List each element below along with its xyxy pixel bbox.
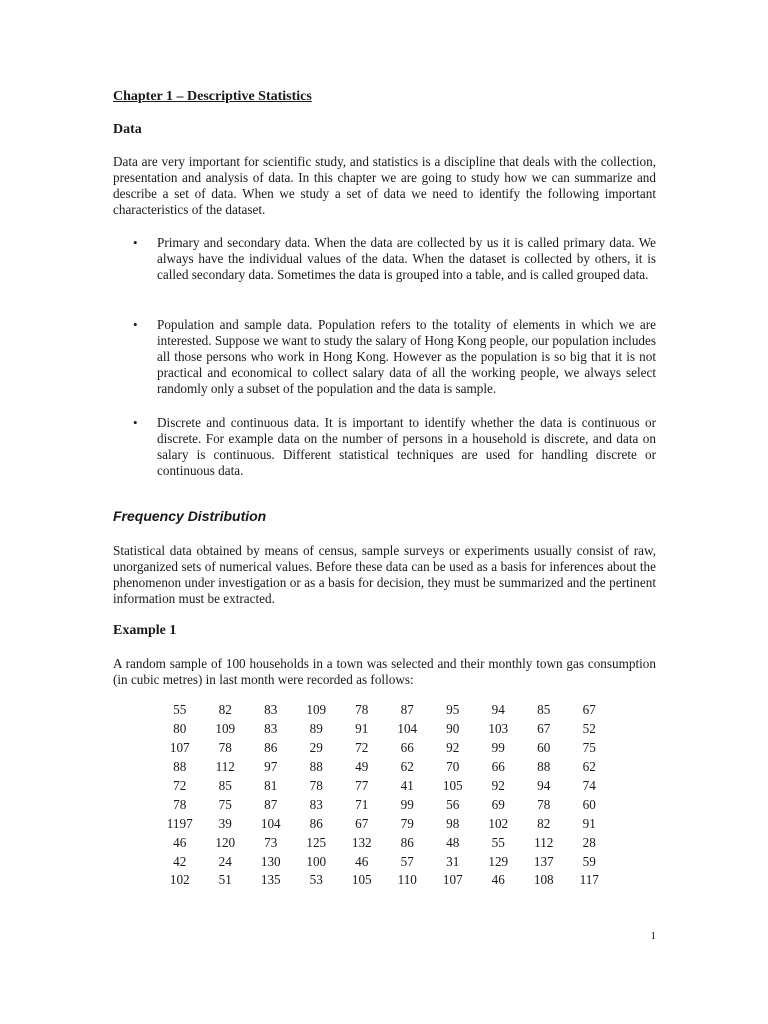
table-cell: 75 — [218, 796, 232, 812]
table-cell: 29 — [309, 740, 323, 756]
table-cell: 1197 — [166, 815, 193, 831]
table-cell: 125 — [306, 834, 327, 850]
table-cell: 88 — [173, 759, 187, 775]
table-cell: 81 — [264, 778, 278, 793]
frequency-paragraph: Statistical data obtained by means of census, sample surveys or experiments usually consist of raw, unorganized sets of numerical values. Before these data can be used as a basis for inferences about the phenomenon under investigation or as a basis for decision, they must be summarized and the pertinent information must be extracted. — [113, 543, 656, 606]
table-cell: 137 — [533, 853, 554, 869]
table-cell: 86 — [264, 740, 278, 756]
table-cell: 78 — [218, 740, 232, 756]
table-row — [157, 833, 612, 852]
table-cell: 71 — [355, 796, 369, 812]
page-number: 1 — [650, 930, 656, 942]
table-row — [157, 795, 612, 814]
example-heading: Example 1 — [113, 623, 177, 638]
table-row — [157, 739, 612, 758]
table-cell: 112 — [534, 834, 554, 850]
table-cell: 103 — [488, 721, 509, 737]
table-cell: 88 — [309, 759, 323, 775]
table-cell: 104 — [397, 721, 418, 737]
table-cell: 117 — [579, 872, 599, 888]
table-cell: 97 — [264, 759, 278, 775]
table-cell: 129 — [488, 853, 509, 869]
table-cell: 99 — [491, 740, 505, 756]
bullet-dot: • — [133, 415, 138, 430]
bullet-text: Primary and secondary data. When the data are collected by us it is called primary data. We always have the individual values of the data. When the dataset is collected by others, it is called secondary data. Sometimes the data is grouped into a table, and is called grouped data. — [157, 235, 656, 282]
bullet-dot: • — [133, 317, 138, 332]
table-cell: 72 — [173, 778, 187, 793]
table-cell: 102 — [488, 815, 509, 831]
table-cell: 42 — [173, 853, 187, 869]
table-cell: 86 — [400, 834, 414, 850]
table-cell: 46 — [491, 872, 505, 888]
table-cell: 78 — [173, 796, 187, 812]
table-cell: 66 — [400, 740, 414, 756]
table-cell: 94 — [491, 702, 505, 718]
chapter-title: Chapter 1 – Descriptive Statistics — [113, 89, 312, 104]
table-row — [157, 701, 612, 720]
table-cell: 87 — [400, 702, 414, 718]
frequency-distribution-heading: Frequency Distribution — [113, 508, 267, 524]
table-cell: 112 — [215, 759, 235, 775]
table-cell: 39 — [218, 815, 232, 831]
table-cell: 82 — [537, 815, 551, 831]
table-cell: 92 — [446, 740, 460, 756]
table-cell: 83 — [264, 721, 278, 737]
table-cell: 132 — [351, 834, 372, 850]
table-row — [157, 871, 612, 890]
table-cell: 78 — [309, 778, 323, 793]
table-row — [157, 758, 612, 777]
table-cell: 60 — [537, 740, 551, 756]
table-cell: 55 — [491, 834, 505, 850]
table-cell: 85 — [537, 702, 551, 718]
table-cell: 69 — [491, 796, 505, 812]
table-cell: 135 — [260, 872, 281, 888]
table-cell: 108 — [533, 872, 554, 888]
table-cell: 53 — [309, 872, 323, 888]
table-cell: 105 — [442, 778, 463, 793]
table-cell: 107 — [442, 872, 463, 888]
table-cell: 78 — [355, 702, 369, 718]
table-cell: 90 — [446, 721, 460, 737]
table-row — [157, 814, 612, 833]
table-cell: 70 — [446, 759, 460, 775]
table-cell: 80 — [173, 721, 187, 737]
table-cell: 120 — [215, 834, 236, 850]
table-cell: 74 — [582, 778, 596, 793]
intro-paragraph: Data are very important for scientific study, and statistics is a discipline that deals with the collection, presentation and analysis of data. In this chapter we are going to study how we can summarize and describe a set of data. When we study a set of data we need to identify the following important characteristics of the dataset. — [113, 154, 656, 217]
table-cell: 88 — [537, 759, 551, 775]
table-cell: 82 — [218, 702, 232, 718]
bullet-text: Population and sample data. Population refers to the totality of elements in which we are interested. Suppose we want to study the salary of Hong Kong people, our population includes all those persons who work in Hong Kong. However as the population is so big that it is not practical and economical to collect salary data of all the working people, we always select randomly only a subset of the population and the data is sample. — [157, 317, 656, 396]
table-cell: 94 — [537, 778, 551, 793]
table-cell: 73 — [264, 834, 278, 850]
table-cell: 109 — [306, 702, 327, 718]
table-cell: 75 — [582, 740, 596, 756]
table-cell: 102 — [169, 872, 190, 888]
table-cell: 72 — [355, 740, 369, 756]
table-cell: 98 — [446, 815, 460, 831]
table-cell: 110 — [397, 872, 417, 888]
table-cell: 41 — [400, 778, 414, 793]
table-cell: 55 — [173, 702, 187, 718]
table-cell: 56 — [446, 796, 460, 812]
table-cell: 100 — [306, 853, 327, 869]
table-cell: 87 — [264, 796, 278, 812]
document-page — [113, 0, 656, 1024]
table-cell: 59 — [582, 853, 596, 869]
table-cell: 99 — [400, 796, 414, 812]
table-cell: 31 — [446, 853, 460, 869]
table-cell: 52 — [582, 721, 596, 737]
table-cell: 83 — [309, 796, 323, 812]
section-heading-data: Data — [113, 122, 142, 137]
table-cell: 57 — [400, 853, 414, 869]
gas-consumption-table — [157, 701, 612, 890]
table-cell: 62 — [400, 759, 414, 775]
table-cell: 66 — [491, 759, 505, 775]
table-row — [157, 777, 612, 796]
table-cell: 105 — [351, 872, 372, 888]
table-cell: 85 — [218, 778, 232, 793]
table-cell: 79 — [400, 815, 414, 831]
table-row — [157, 720, 612, 739]
table-cell: 60 — [582, 796, 596, 812]
table-cell: 67 — [582, 702, 596, 718]
table-cell: 67 — [537, 721, 551, 737]
table-cell: 78 — [537, 796, 551, 812]
table-cell: 95 — [446, 702, 460, 718]
table-cell: 49 — [355, 759, 369, 775]
table-cell: 46 — [355, 853, 369, 869]
example-paragraph: A random sample of 100 households in a town was selected and their monthly town gas consumption (in cubic metres) in last month were recorded as follows: — [113, 656, 656, 687]
bullet-dot: • — [133, 235, 138, 250]
table-cell: 86 — [309, 815, 323, 831]
table-cell: 89 — [309, 721, 323, 737]
table-cell: 92 — [491, 778, 505, 793]
table-cell: 77 — [355, 778, 369, 793]
table-cell: 51 — [218, 872, 232, 888]
table-cell: 46 — [173, 834, 187, 850]
table-cell: 48 — [446, 834, 460, 850]
table-cell: 83 — [264, 702, 278, 718]
table-cell: 130 — [260, 853, 281, 869]
table-cell: 104 — [260, 815, 281, 831]
table-cell: 91 — [355, 721, 369, 737]
table-cell: 67 — [355, 815, 369, 831]
bullet-text: Discrete and continuous data. It is important to identify whether the data is continuous or discrete. For example data on the number of persons in a household is discrete, and data on salary is continuous. Different statistical techniques are used for handling discrete or continuous data. — [157, 415, 656, 478]
table-cell: 107 — [169, 740, 190, 756]
table-cell: 109 — [215, 721, 236, 737]
table-cell: 24 — [218, 853, 232, 869]
table-cell: 91 — [582, 815, 596, 831]
table-row — [157, 852, 612, 871]
table-cell: 62 — [582, 759, 596, 775]
table-body — [157, 701, 612, 890]
table-cell: 28 — [582, 834, 596, 850]
